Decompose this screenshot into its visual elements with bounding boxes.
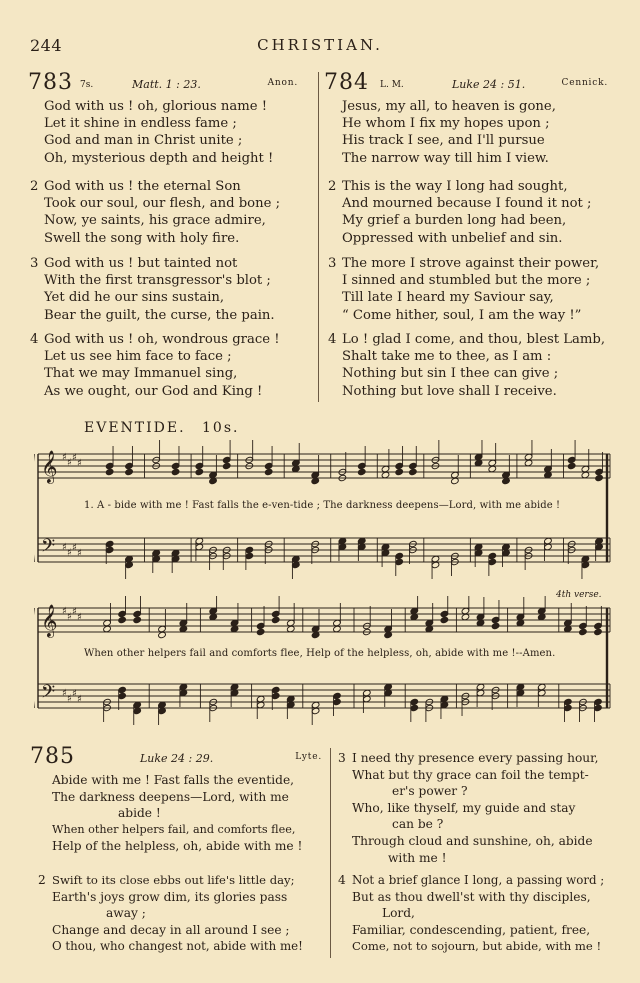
verse-line: can be ? [392, 817, 444, 832]
verse-line: What but thy grace can foil the tempt- [352, 767, 589, 782]
hymn-785-stanza-4 [338, 872, 605, 955]
hymn-author: Anon. [267, 78, 298, 88]
note-head [171, 468, 180, 475]
sharp-sign: ♯ [62, 606, 67, 617]
verse-line: That we may Immanuel sing, [44, 366, 238, 382]
verse-line: My grief a burden long had been, [342, 213, 567, 229]
stanza-number: 4 [328, 332, 337, 347]
tune-name: EVENTIDE. [84, 420, 186, 436]
note-head [491, 622, 500, 629]
hymn-783-stanza-1 [44, 98, 273, 167]
hymn-785-stanza-2 [38, 872, 303, 955]
fourth-verse-label: 4th verse. [556, 590, 602, 600]
hymn-783-stanza-4 [30, 331, 280, 400]
note-head [594, 628, 603, 635]
hymn-785-heading [30, 744, 322, 770]
verse-line: Jesus, my all, to heaven is gone, [342, 99, 556, 114]
tune-meter: 10s. [202, 420, 240, 436]
sharp-sign: ♯ [67, 547, 72, 559]
verse-line: with me ! [388, 850, 447, 865]
stanza-number: 4 [30, 332, 39, 347]
sharp-sign: ♯ [67, 457, 72, 469]
hymn-number: 784 [324, 70, 369, 95]
treble-clef: 𝄞 [41, 604, 58, 637]
sharp-sign: ♯ [77, 694, 82, 705]
hymn-785-stanza-3 [338, 750, 599, 866]
note-head [409, 468, 418, 475]
hymn-783-stanza-2 [30, 178, 281, 247]
hymn-784-stanza-3 [328, 255, 600, 324]
verse-line: Took our soul, our flesh, and bone ; [44, 196, 281, 212]
stanza-number: 2 [328, 179, 337, 194]
verse-line: As we ought, our God and King ! [44, 383, 263, 399]
verse-line: O thou, who changest not, abide with me! [52, 939, 303, 954]
verse-line: Yet did he our sins sustain, [44, 290, 225, 306]
verse-line: Till late I heard my Saviour say, [342, 290, 554, 306]
treble-clef: 𝄞 [41, 450, 58, 483]
hymn-author: Cennick. [561, 78, 608, 88]
verse-line: Who, like thyself, my guide and stay [352, 800, 576, 815]
verse-line: Abide with me ! Fast falls the eventide, [52, 773, 295, 787]
verse-line: Lo ! glad I come, and thou, blest Lamb, [342, 332, 606, 347]
verse-line: God with us ! oh, wondrous grace ! [44, 332, 280, 347]
hymn-784-stanza-2 [328, 178, 592, 247]
verse-line: Come, not to sojourn, but abide, with me ! [352, 939, 602, 954]
verse-line: Lord, [382, 906, 415, 921]
sharp-sign: ♯ [72, 606, 77, 618]
note-head [271, 616, 280, 623]
sharp-sign: ♯ [72, 542, 77, 554]
hymn-784-heading [324, 70, 608, 96]
sharp-sign: ♯ [62, 688, 67, 699]
hymn-785-stanza-1 [52, 772, 302, 855]
hymn-meter: L. M. [380, 80, 404, 90]
verse-line: He whom I fix my hopes upon ; [342, 116, 550, 132]
verse-line: abide ! [118, 806, 161, 821]
sharp-sign: ♯ [77, 458, 82, 469]
hymn-number: 785 [30, 744, 75, 769]
column-divider [318, 72, 319, 402]
verse-line: Oh, mysterious depth and height ! [44, 150, 274, 166]
verse-line: Not a brief glance I long, a passing word ; [352, 873, 605, 887]
verse-line: God with us ! the eternal Son [44, 179, 241, 194]
note-head [125, 468, 134, 475]
verse-line: Nothing but sin I thee can give ; [342, 366, 559, 382]
note-head [222, 462, 231, 469]
verse-line: Oppressed with unbelief and sin. [342, 230, 563, 246]
hymn-author: Lyte. [295, 752, 322, 762]
music-system-1 [34, 440, 614, 590]
stanza-number: 2 [30, 179, 39, 194]
page-header [30, 36, 610, 58]
note-head [195, 468, 204, 475]
hymn-meter: 7s. [80, 80, 94, 90]
sharp-sign: ♯ [77, 548, 82, 559]
stanza-number: 3 [30, 256, 39, 271]
bass-clef: 𝄢 [41, 536, 56, 561]
stanza-number: 2 [38, 873, 46, 887]
verse-line: And mourned because I found it not ; [342, 196, 592, 212]
page-number: 244 [30, 36, 63, 55]
verse-line: With the first transgressor's blot ; [44, 273, 271, 289]
note-head [579, 628, 588, 635]
sharp-sign: ♯ [67, 693, 72, 705]
hymn-784-stanza-4 [328, 331, 606, 400]
verse-line: When other helpers fail, and comforts flee, [52, 822, 296, 836]
verse-line: But as thou dwell'st with thy disciples, [352, 889, 591, 904]
scripture-reference: Luke 24 : 29. [140, 752, 214, 765]
running-title: CHRISTIAN. [257, 36, 383, 54]
stanza-number: 4 [338, 873, 346, 887]
verse-line: Change and decay in all around I see ; [52, 922, 290, 937]
verse-line: God with us ! but tainted not [44, 256, 238, 271]
verse-line: I sinned and stumbled but the more ; [342, 273, 591, 289]
column-divider [330, 748, 331, 958]
note-head [440, 616, 449, 623]
verse-line: Nothing but love shall I receive. [342, 383, 557, 399]
music-system-2 [34, 596, 614, 728]
verse-line: His track I see, and I'll pursue [342, 133, 545, 149]
verse-line: er's power ? [392, 784, 468, 799]
verse-line: The darkness deepens—Lord, with me [52, 789, 289, 804]
verse-line: Swift to its close ebbs out life's little day; [52, 873, 295, 887]
sharp-sign: ♯ [62, 542, 67, 553]
hymn-783-stanza-3 [30, 255, 275, 324]
sharp-sign: ♯ [72, 688, 77, 700]
lyrics-line-1: 1. A - bide with me ! Fast falls the e-ven-tide ; The darkness deepens—Lord, with me abide ! [84, 500, 561, 511]
stanza-number: 3 [328, 256, 337, 271]
verse-line: The narrow way till him I view. [342, 150, 549, 166]
music-score [34, 440, 614, 590]
note-head [357, 468, 366, 475]
verse-line: Now, ye saints, his grace admire, [44, 213, 266, 229]
sharp-sign: ♯ [72, 452, 77, 464]
verse-line: Let it shine in endless fame ; [44, 116, 237, 132]
verse-line: Let us see him face to face ; [44, 349, 232, 365]
verse-line: The more I strove against their power, [342, 256, 600, 271]
scripture-reference: Luke 24 : 51. [452, 78, 526, 91]
verse-line: Swell the song with holy fire. [44, 230, 240, 246]
hymn-784-stanza-1 [342, 98, 556, 167]
verse-line: Earth's joys grow dim, its glories pass [52, 889, 288, 904]
verse-line: “ Come hither, soul, I am the way !” [342, 307, 582, 323]
verse-line: This is the way I long had sought, [342, 179, 568, 194]
verse-line: Shalt take me to thee, as I am : [342, 349, 552, 365]
note-head [264, 468, 273, 475]
verse-line: God and man in Christ unite ; [44, 133, 243, 149]
verse-line: God with us ! oh, glorious name ! [44, 99, 268, 114]
scripture-reference: Matt. 1 : 23. [132, 78, 201, 91]
verse-line: Bear the guilt, the curse, the pain. [44, 307, 275, 323]
note-head [256, 628, 265, 635]
verse-line: Through cloud and sunshine, oh, abide [352, 833, 593, 848]
note-head [133, 616, 142, 623]
sharp-sign: ♯ [67, 611, 72, 623]
music-score [34, 596, 614, 728]
stanza-number: 3 [338, 751, 346, 765]
note-head [595, 474, 604, 481]
sharp-sign: ♯ [77, 612, 82, 623]
verse-line: Familiar, condescending, patient, free, [352, 922, 591, 937]
bass-clef: 𝄢 [41, 682, 56, 707]
verse-line: I need thy presence every passing hour, [352, 751, 599, 765]
sharp-sign: ♯ [62, 452, 67, 463]
lyrics-line-2: When other helpers fail and comforts flee, Help of the helpless, oh, abide with me !--Amen. [84, 648, 556, 659]
note-head [567, 462, 576, 469]
note-head [395, 468, 404, 475]
verse-line: away ; [106, 906, 146, 921]
hymn-783-heading [28, 70, 298, 96]
verse-line: Help of the helpless, oh, abide with me ! [52, 839, 303, 854]
hymn-number: 783 [28, 70, 73, 95]
note-head [105, 468, 114, 475]
note-head [118, 616, 127, 623]
tune-title [84, 420, 239, 436]
